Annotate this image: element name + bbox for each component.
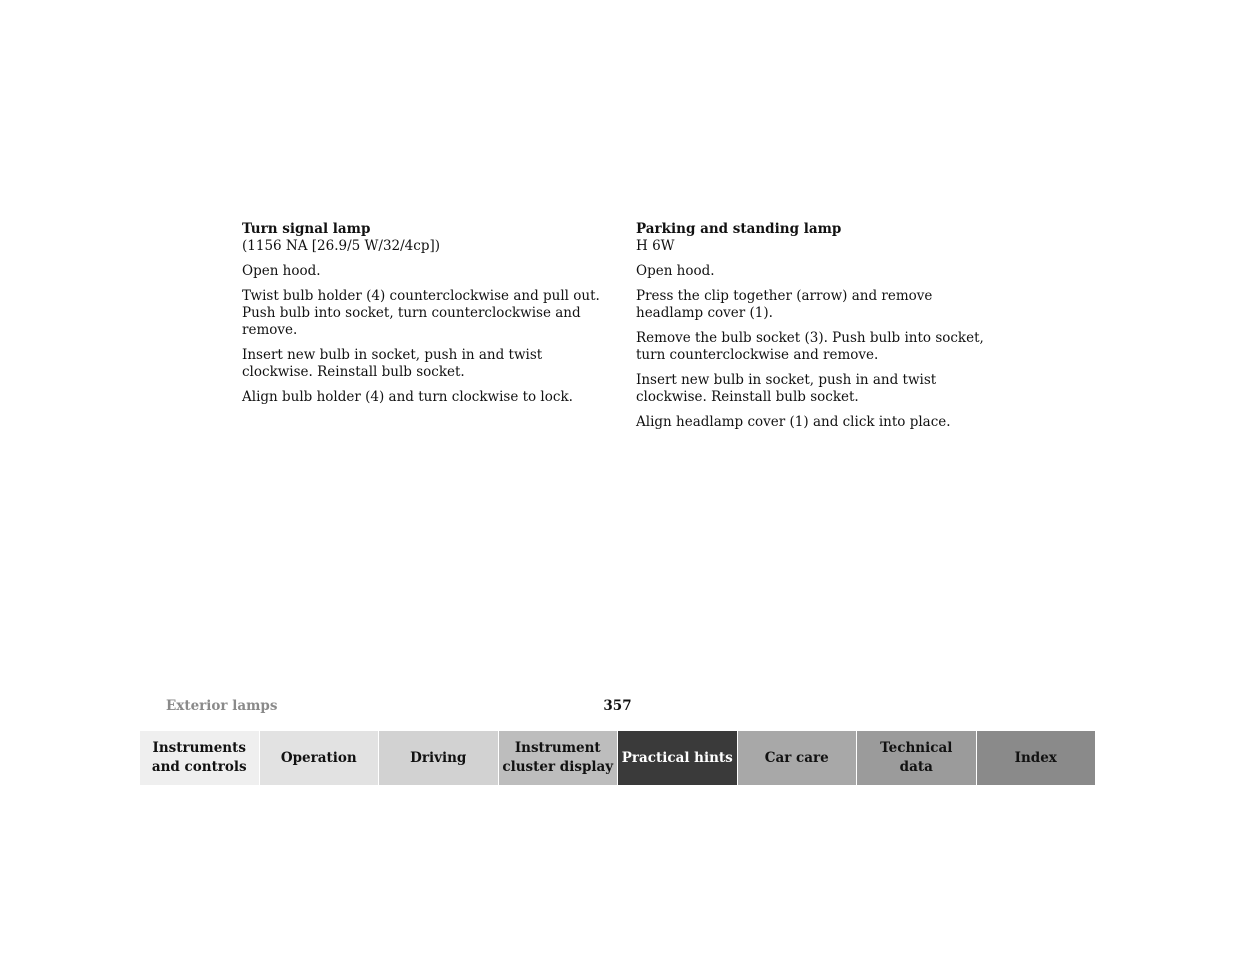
- left-step: Align bulb holder (4) and turn clockwise to lock.: [242, 389, 573, 405]
- section-label: Exterior lamps: [166, 698, 278, 714]
- tab-index[interactable]: Index: [977, 731, 1096, 785]
- tab-driving[interactable]: Driving: [379, 731, 499, 785]
- tab-instruments-and-controls[interactable]: Instruments and controls: [140, 731, 260, 785]
- right-column: [636, 221, 1001, 439]
- chapter-nav: [140, 731, 1095, 785]
- right-heading: Parking and standing lamp: [636, 221, 842, 237]
- right-step: Align headlamp cover (1) and click into place.: [636, 414, 951, 430]
- right-subheading: H 6W: [636, 238, 675, 254]
- tab-car-care[interactable]: Car care: [738, 731, 858, 785]
- right-step: Insert new bulb in socket, push in and twist clockwise. Reinstall bulb socket.: [636, 372, 937, 405]
- left-step: Insert new bulb in socket, push in and twist clockwise. Reinstall bulb socket.: [242, 347, 543, 380]
- left-column: [242, 221, 602, 414]
- right-step: Press the clip together (arrow) and remove headlamp cover (1).: [636, 288, 933, 321]
- left-heading: Turn signal lamp: [242, 221, 371, 237]
- left-step: Twist bulb holder (4) counterclockwise and pull out. Push bulb into socket, turn counterclockwise and remove.: [242, 288, 600, 338]
- left-subheading: (1156 NA [26.9/5 W/32/4cp]): [242, 238, 440, 254]
- tab-technical-data[interactable]: Technical data: [857, 731, 977, 785]
- page-number: 357: [603, 698, 632, 714]
- right-step: Open hood.: [636, 263, 715, 279]
- tab-instrument-cluster-display[interactable]: Instrument cluster display: [499, 731, 619, 785]
- tab-practical-hints[interactable]: Practical hints: [618, 731, 738, 785]
- left-step: Open hood.: [242, 263, 321, 279]
- right-step: Remove the bulb socket (3). Push bulb into socket, turn counterclockwise and remove.: [636, 330, 984, 363]
- tab-operation[interactable]: Operation: [260, 731, 380, 785]
